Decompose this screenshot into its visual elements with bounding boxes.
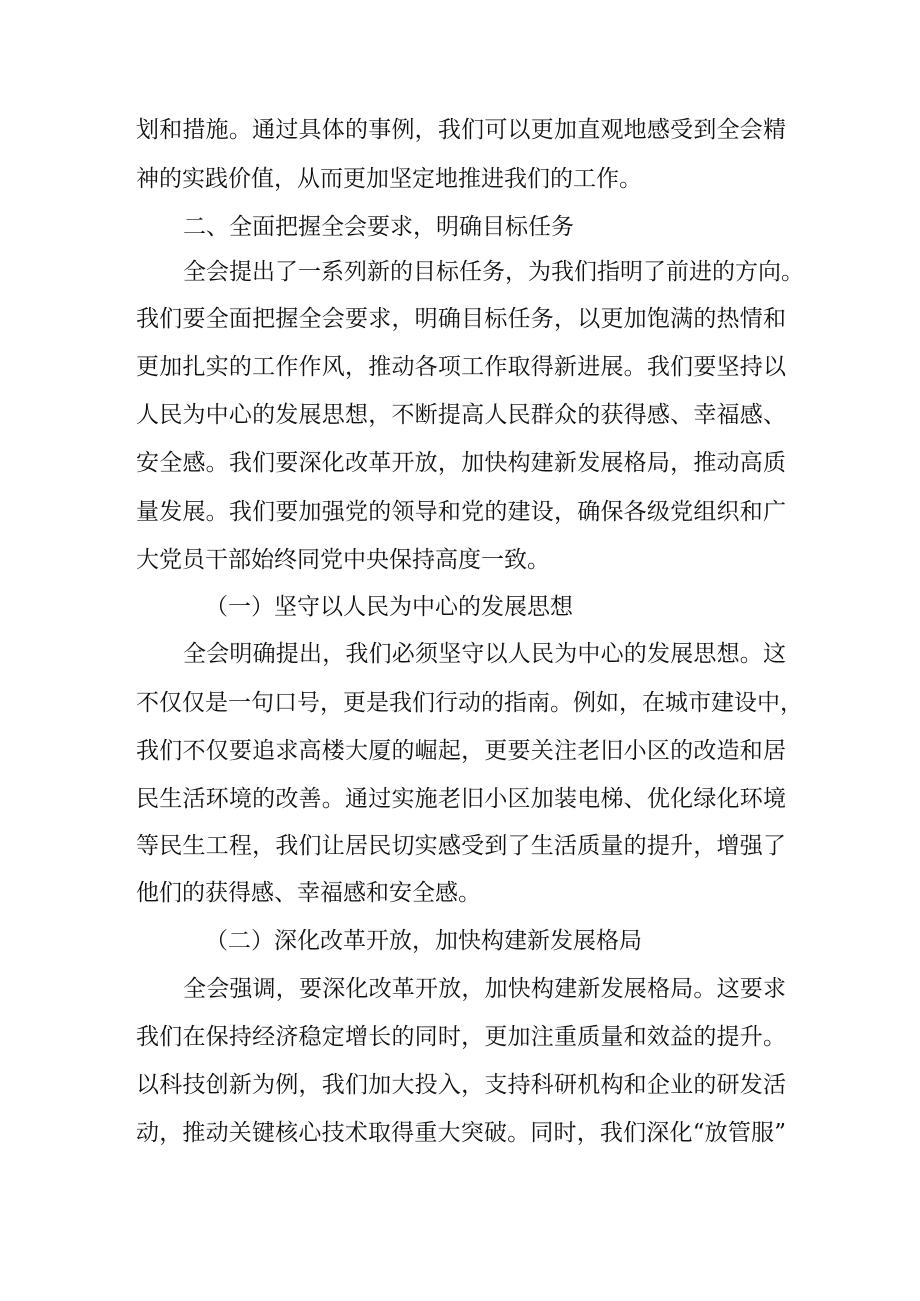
text-line: 我们不仅要追求高楼大厦的崛起，更要关注老旧小区的改造和居 [136, 738, 786, 764]
paragraph-first-line: 全会强调，要深化改革开放，加快构建新发展格局。这要求 [183, 976, 786, 1002]
paragraph-first-line: 全会明确提出，我们必须坚守以人民为中心的发展思想。这 [183, 641, 786, 667]
subsection-heading: （一）坚守以人民为中心的发展思想 [205, 594, 573, 620]
text-line: 更加扎实的工作作风，推动各项工作取得新进展。我们要坚持以 [136, 354, 786, 380]
text-line: 神的实践价值，从而更加坚定地推进我们的工作。 [136, 166, 642, 192]
text-line: 民生活环境的改善。通过实施老旧小区加装电梯、优化绿化环境 [136, 786, 786, 812]
text-line: 量发展。我们要加强党的领导和党的建设，确保各级党组织和广 [136, 499, 786, 525]
subsection-heading: （二）深化改革开放，加快构建新发展格局 [205, 928, 642, 954]
text-line: 动，推动关键核心技术取得重大突破。同时，我们深化“放管服” [136, 1120, 786, 1146]
text-line: 人民为中心的发展思想，不断提高人民群众的获得感、幸福感、 [136, 402, 786, 428]
paragraph-first-line: 全会提出了一系列新的目标任务，为我们指明了前进的方向。 [183, 259, 804, 285]
text-line: 等民生工程，我们让居民切实感受到了生活质量的提升，增强了 [136, 833, 786, 859]
text-line: 他们的获得感、幸福感和安全感。 [136, 880, 481, 906]
text-line: 我们在保持经济稳定增长的同时，更加注重质量和效益的提升。 [136, 1024, 786, 1050]
text-line: 我们要全面把握全会要求，明确目标任务，以更加饱满的热情和 [136, 306, 786, 332]
text-line: 划和措施。通过具体的事例，我们可以更加直观地感受到全会精 [136, 117, 786, 143]
text-line: 安全感。我们要深化改革开放，加快构建新发展格局，推动高质 [136, 450, 786, 476]
section-heading: 二、全面把握全会要求，明确目标任务 [183, 214, 574, 240]
text-line: 以科技创新为例，我们加大投入，支持科研机构和企业的研发活 [136, 1072, 786, 1098]
text-line: 大党员干部始终同党中央保持高度一致。 [136, 547, 550, 573]
text-line: 不仅仅是一句口号，更是我们行动的指南。例如，在城市建设中， [136, 690, 803, 716]
